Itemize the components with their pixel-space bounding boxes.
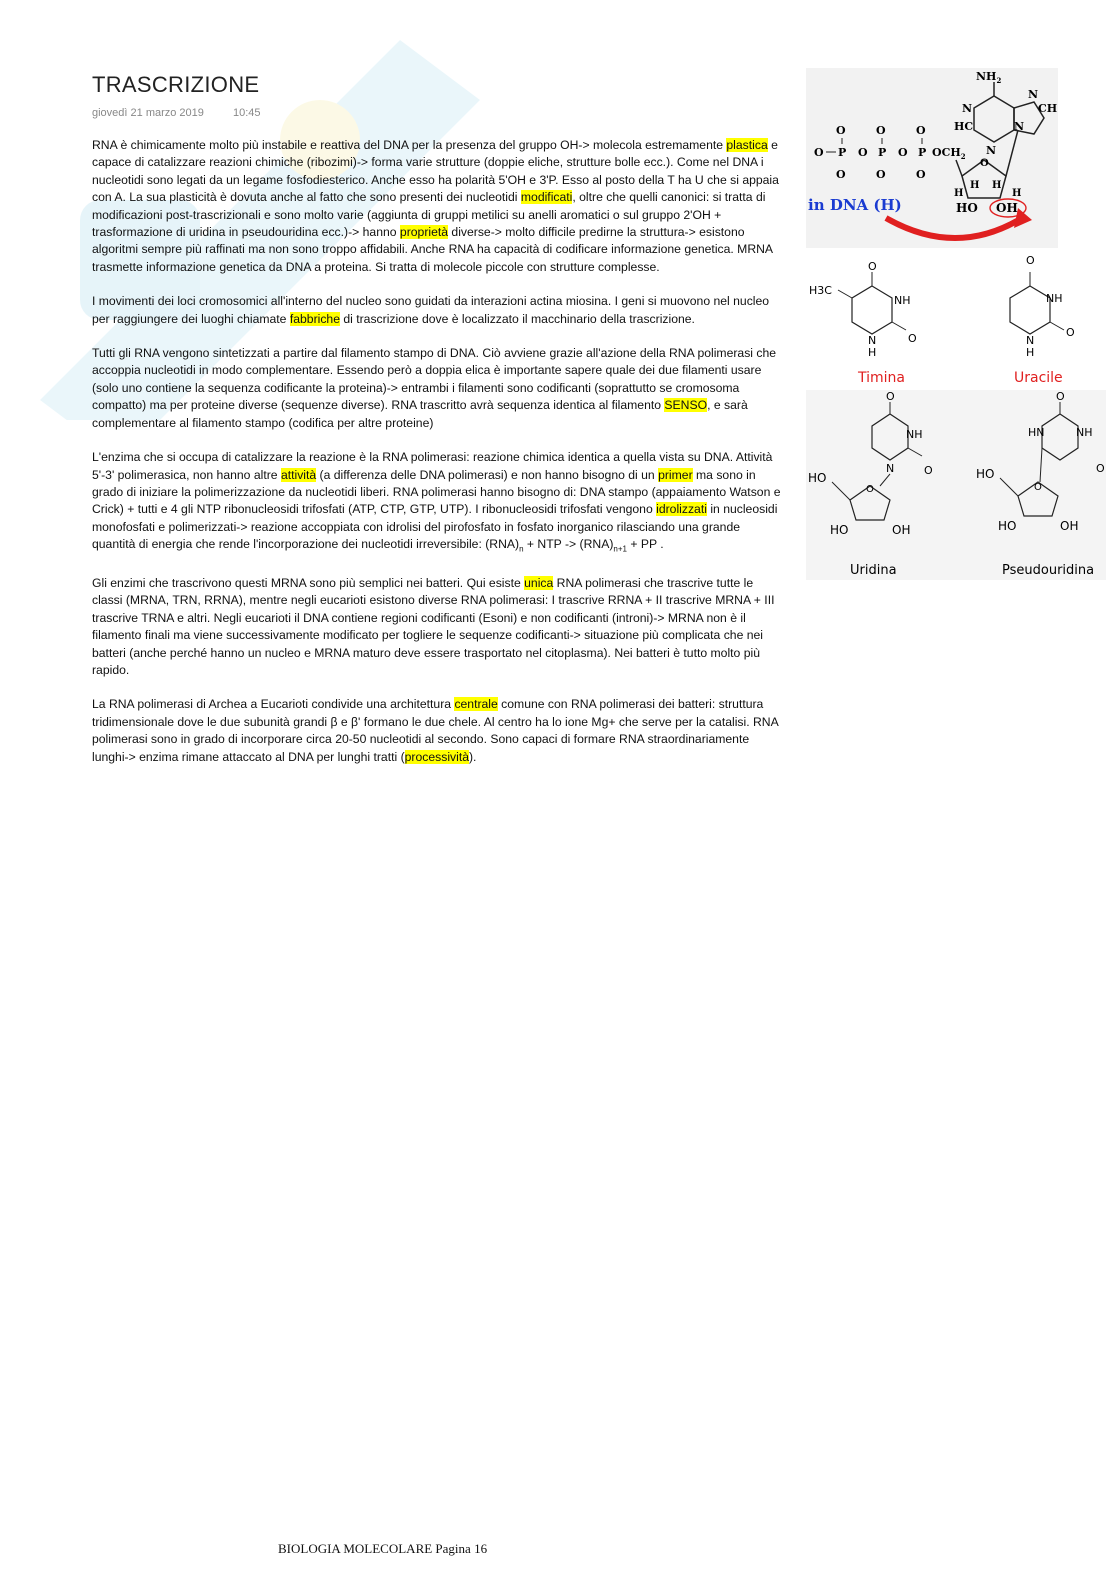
svg-text:HO: HO: [808, 471, 827, 485]
svg-text:CH: CH: [1038, 102, 1058, 115]
svg-text:O: O: [916, 168, 926, 181]
svg-text:NH: NH: [906, 428, 923, 441]
page-meta: [92, 107, 287, 119]
svg-text:O: O: [1026, 254, 1035, 267]
uracile-structure: [1010, 254, 1075, 386]
text-run: diverse-> molto difficile predirne la struttura-> esistono algoritmi sempre più raffinati ma non sono troppo affidabili. Anche RNA ha capacità di codificare informazione genetica. MRNA trasmette informazione genetica da DNA a proteina. Si tratta di molecole piccole con strutture complesse.: [92, 225, 773, 274]
ntp-caption: in DNA (H): [808, 196, 902, 214]
svg-text:O: O: [1034, 482, 1042, 493]
svg-text:HC: HC: [954, 120, 974, 133]
page-title: TRASCRIZIONE: [92, 72, 260, 97]
paragraph: [92, 696, 782, 766]
text-run: Gli enzimi che trascrivono questi MRNA sono più semplici nei batteri. Qui esiste: [92, 575, 525, 590]
highlighted-term: processività: [404, 749, 469, 764]
page-footer: BIOLOGIA MOLECOLARE Pagina 16: [278, 1541, 488, 1556]
svg-text:N: N: [962, 102, 973, 115]
svg-text:OCH2: $OCH_2$: [932, 146, 966, 161]
timina-label: Timina: [858, 370, 905, 386]
svg-text:N: N: [986, 144, 997, 157]
highlighted-term: idrolizzati: [656, 502, 707, 517]
svg-text:O: O: [836, 168, 846, 181]
text-run: RNA polimerasi che trascrive tutte le classi (MRNA, TRN, RRNA), mentre negli eucarioti esistono diverse RNA polimerasi: I trascrive RRNA + II trascrive MRNA + III trascrive TRNA e altri. Negli eucarioti il DNA contiene regioni codificanti (Esoni) e non codificanti (introni)-> MRNA non è il filamento finali ma viene successivamente modificato per togliere le sequenze codificanti-> situazione più complicata che nei batteri (anche perché hanno un nucleo e MRNA maturo deve essere trasportato nel citoplasma). Nei batteri è tutto molto più rapido.: [92, 575, 775, 677]
svg-text:O: O: [866, 484, 874, 495]
svg-text:H: H: [992, 180, 1002, 191]
paragraph: [92, 449, 782, 558]
svg-text:O: O: [876, 168, 886, 181]
svg-text:N: N: [868, 334, 877, 347]
svg-text:HO: HO: [976, 467, 995, 481]
svg-text:O: O: [1066, 326, 1075, 339]
svg-text:O: O: [916, 124, 926, 137]
text-run: in nucleosidi monofosfati e polimerizzati-> reazione accoppiata con idrolisi del pirofosfato in fosfato inorganico rilasciando una grande quantità di energia che rende l'incorporazione dei nucleotidi irreversibile: (RNA): [92, 502, 778, 552]
text-run: (a differenza delle DNA polimerasi) e non hanno bisogno di un: [316, 467, 659, 482]
svg-text:P: P: [918, 146, 927, 159]
text-run: I movimenti dei loci cromosomici all'interno del nucleo sono guidati da interazioni actina miosina. I geni si muovono nel nucleo per raggiungere dei luoghi chiamate: [92, 294, 770, 326]
svg-text:N: N: [886, 462, 895, 475]
paragraph: [92, 345, 782, 432]
svg-text:O: O: [886, 390, 895, 403]
svg-text:H: H: [1012, 188, 1022, 199]
highlighted-term: unica: [524, 575, 554, 590]
uracile-label: Uracile: [1014, 370, 1063, 386]
svg-text:OH: OH: [892, 523, 911, 537]
pseudouridina-label: Pseudouridina: [1002, 563, 1095, 578]
svg-text:O: O: [814, 146, 824, 159]
svg-text:O: O: [980, 158, 989, 169]
bases-figure: [809, 254, 1075, 386]
svg-text:P: P: [878, 146, 887, 159]
page-time: 10:45: [232, 107, 261, 119]
svg-text:P: P: [838, 146, 847, 159]
svg-text:O: O: [898, 146, 908, 159]
svg-text:O: O: [858, 146, 868, 159]
svg-text:N: N: [1028, 88, 1039, 101]
text-run: RNA è chimicamente molto più instabile e reattiva del DNA per la presenza del gruppo OH-> molecola estremamente: [92, 138, 727, 152]
subscript-text: n+1: [613, 544, 627, 554]
svg-text:OH: OH: [1060, 519, 1079, 533]
text-run: + NTP -> (RNA): [523, 537, 614, 552]
highlighted-term: attività: [280, 467, 317, 482]
text-run: , e sarà complementare al filamento stampo (codifica per altre proteine): [92, 398, 748, 430]
text-run: di trascrizione dove è localizzato il macchinario della trascrizione.: [339, 311, 695, 326]
page-date: giovedì 21 marzo 2019: [92, 107, 204, 119]
highlighted-term: modificati: [520, 190, 573, 205]
text-run: L'enzima che si occupa di catalizzare la reazione è la RNA polimerasi: reazione chimica identica a quella vista su DNA. Attività 5'-3' polimerasica, non hanno altre: [92, 450, 773, 482]
subscript-text: n: [519, 544, 524, 554]
svg-text:N: N: [1026, 334, 1035, 347]
svg-text:H: H: [970, 180, 980, 191]
highlighted-term: primer: [658, 467, 693, 482]
svg-text:H: H: [954, 188, 964, 199]
svg-text:NH2: $NH_2$: [976, 70, 1002, 85]
highlighted-term: fabbriche: [289, 311, 340, 326]
ntp-structure-figure: [806, 68, 1058, 248]
uridina-label: Uridina: [850, 563, 897, 578]
text-run: + PP .: [626, 537, 664, 552]
svg-text:OH: OH: [996, 201, 1018, 215]
text-run: Tutti gli RNA vengono sintetizzati a partire dal filamento stampo di DNA. Ciò avviene grazie all'azione della RNA polimerasi che accoppia nucleotidi in modo complementare. Essendo però a doppia elica è importante sapere quale dei due filamenti usare (solo uno contiene la sequenza codificante la proteina)-> entrambi i filamenti sono codificanti (soprattutto se cromosoma compatto) ma per proteine diverse (sequenze diverse). RNA trascritto avrà sequenza identica al filamento: [92, 346, 777, 413]
svg-text:NH: NH: [1046, 292, 1063, 305]
text-run: e capace di catalizzare reazioni chimiche (ribozimi)-> forma varie strutture (doppie eliche, strutture bolle ecc.). Come nel DNA i nucleotidi sono legati da un legame fosfodiesterico. Anche esso ha polarità 5'OH e 3'P. Esso al posto della T ha U che si appaia con A. La sua plasticità è dovuta anche al fatto che sono presenti dei nucleotidi: [92, 138, 779, 205]
svg-text:HN: HN: [1028, 426, 1045, 439]
svg-text:H: H: [868, 346, 877, 359]
svg-text:O: O: [1056, 390, 1065, 403]
timina-structure: [809, 260, 917, 386]
svg-text:O: O: [908, 332, 917, 345]
svg-text:O: O: [836, 124, 846, 137]
text-run: , oltre che quelli canonici: si tratta di modificazioni post-trascrizionali e sono molto varie (aggiunta di gruppi metilici su anelli aromatici o sul gruppo 2'OH + trasformazione di uridina in pseudouridina ecc.)-> hanno: [92, 190, 766, 240]
svg-text:H3C: H3C: [809, 284, 832, 297]
highlighted-term: proprietà: [399, 225, 449, 240]
text-run: ).: [469, 749, 477, 764]
paragraph: [92, 293, 782, 328]
text-run: comune con RNA polimerasi dei batteri: struttura tridimensionale dove le due subunità grandi β e β' formano le due chele. Al centro ha lo ione Mg+ che serve per la catalisi. RNA polimerasi sono in grado di incorporare circa 20-50 nucleotidi al secondo. Sono capaci di formare RNA straordinariamente lunghi-> enzima rimane attaccato al DNA per lunghi tratti (: [92, 697, 779, 764]
svg-text:HO: HO: [998, 519, 1017, 533]
svg-text:O: O: [868, 260, 877, 273]
highlighted-term: SENSO: [664, 398, 708, 413]
text-run: La RNA polimerasi di Archea a Eucarioti condivide una architettura: [92, 697, 455, 712]
text-run: ma sono in grado di iniziare la polimerizzazione da nucleotidi liberi. RNA polimerasi hanno bisogno di: DNA stampo (appaiamento Watson e Crick) + tutti e 4 gli NTP ribonucleosidi trifosfati (ATP, CTP, GTP, UTP). I ribonucleosidi trifosfati vengono: [92, 467, 781, 517]
nucleosides-figure: [806, 390, 1106, 580]
svg-text:O: O: [924, 464, 933, 477]
svg-text:O: O: [1096, 462, 1105, 475]
paragraph: [92, 137, 782, 276]
svg-text:NH: NH: [894, 294, 911, 307]
svg-text:HO: HO: [830, 523, 849, 537]
svg-text:O: O: [876, 124, 886, 137]
paragraph: [92, 575, 782, 679]
svg-text:N: N: [1014, 120, 1025, 133]
svg-text:HO: HO: [956, 201, 978, 215]
svg-text:H: H: [1026, 346, 1035, 359]
body-text: [92, 137, 782, 783]
highlighted-term: plastica: [726, 138, 768, 152]
highlighted-term: centrale: [454, 697, 498, 712]
svg-text:NH: NH: [1076, 426, 1093, 439]
figures-column: [806, 68, 1106, 588]
